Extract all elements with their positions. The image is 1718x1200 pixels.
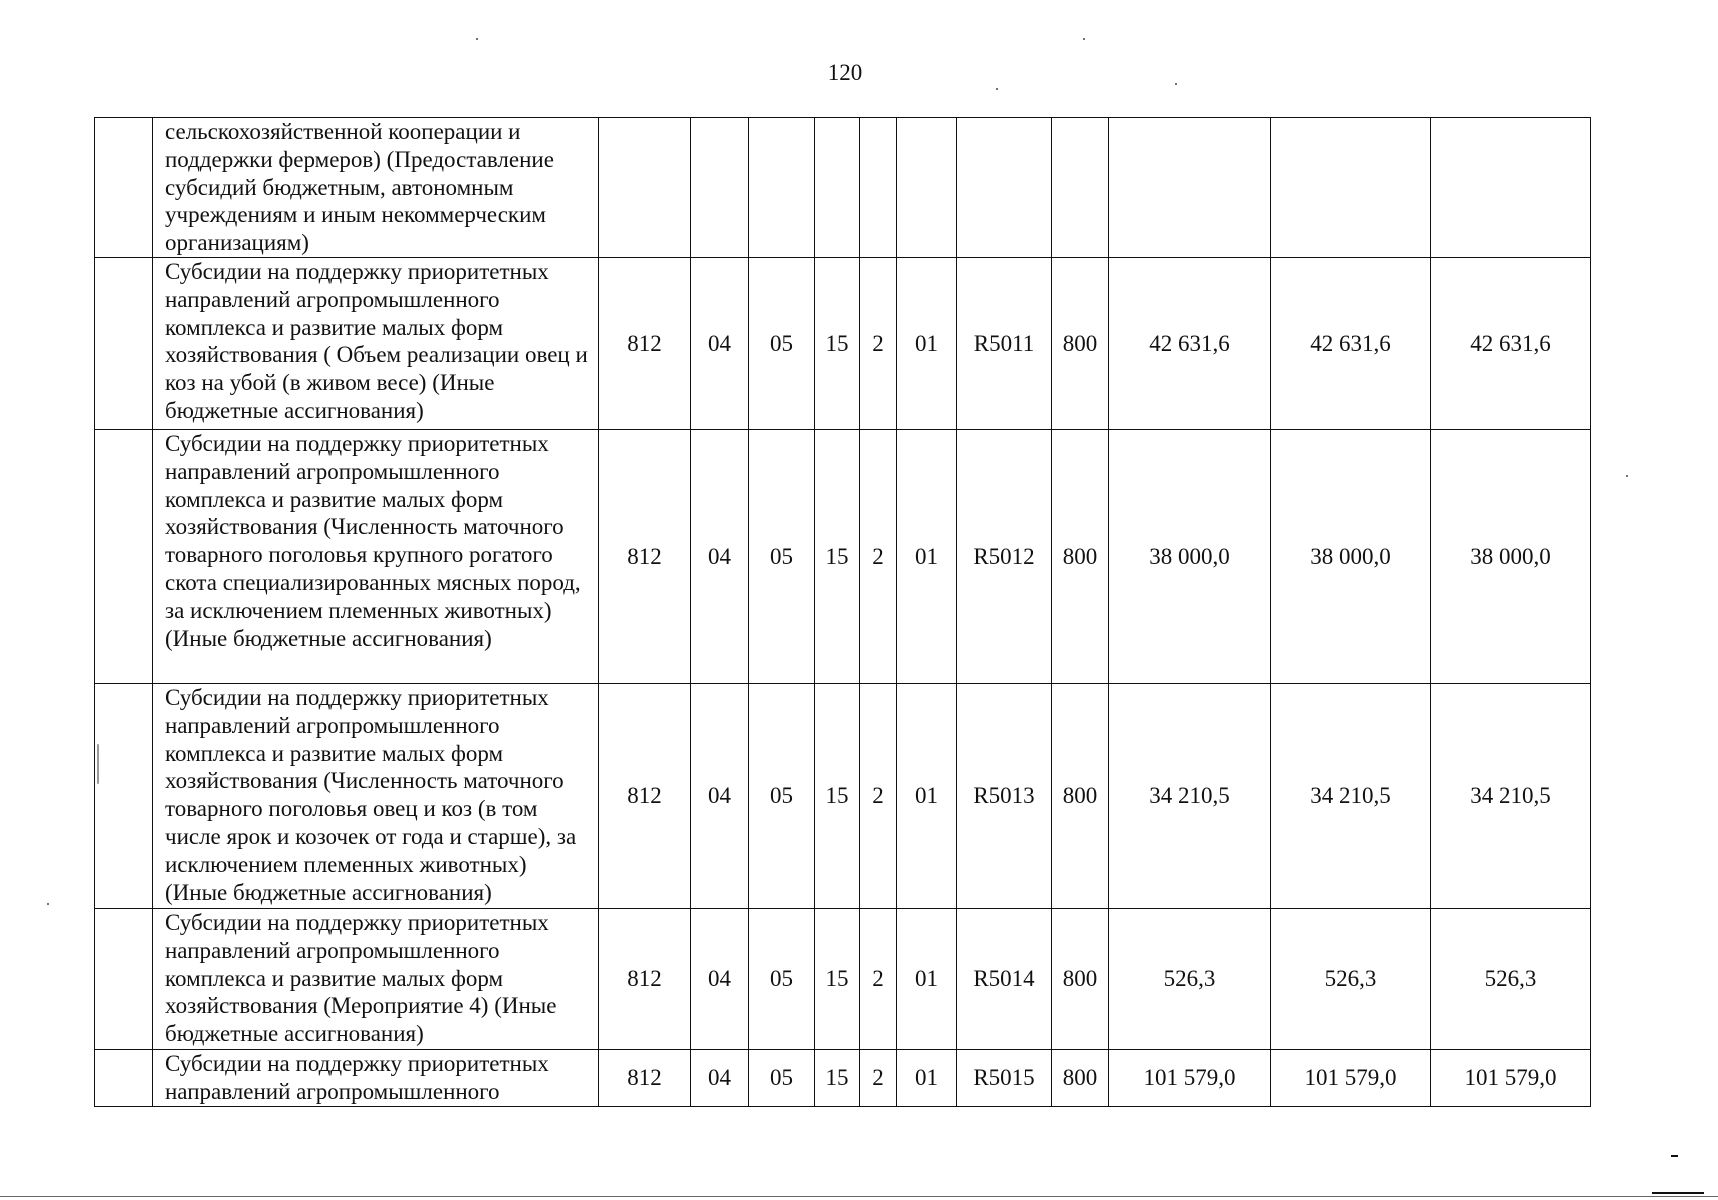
sum-cell: 34 210,5: [1271, 684, 1431, 909]
table-row: [95, 258, 1591, 430]
scan-dust-mark: [47, 903, 49, 905]
sum-cell: 42 631,6: [1431, 258, 1591, 430]
table-row: [95, 684, 1591, 909]
sum-cell: 34 210,5: [1109, 684, 1271, 909]
budget-table: [94, 117, 1591, 1107]
measure-cell: 01: [897, 258, 957, 430]
program-cell: 15: [815, 684, 860, 909]
scan-dust-mark: [476, 38, 478, 40]
type-cell: 800: [1052, 430, 1109, 684]
description-cell: сельскохозяйственной кооперации и поддержки фермеров) (Предоставление субсидий бюджетным, автономным учреждениям и иным некоммерческим организациям): [153, 118, 599, 258]
code-cell: R5012: [957, 430, 1052, 684]
scan-dust-mark: [1175, 83, 1177, 85]
section-cell: 04: [691, 430, 749, 684]
sum-cell: 38 000,0: [1271, 430, 1431, 684]
subprogram-cell: [860, 118, 897, 258]
section-cell: 04: [691, 909, 749, 1050]
description-cell: Субсидии на поддержку приоритетных направлений агропромышленного комплекса и развитие малых форм хозяйствования (Численность маточного товарного поголовья крупного рогатого скота специализированных мясных пород, за исключением племенных животных) (Иные бюджетные ассигнования): [153, 430, 599, 684]
section-cell: 04: [691, 258, 749, 430]
program-cell: 15: [815, 258, 860, 430]
sum-cell: [1271, 118, 1431, 258]
ministry-cell: [599, 118, 691, 258]
table-row: [95, 909, 1591, 1050]
ministry-cell: 812: [599, 258, 691, 430]
row-number-cell: [95, 118, 153, 258]
type-cell: 800: [1052, 909, 1109, 1050]
scan-dust-mark: [1083, 38, 1085, 40]
type-cell: 800: [1052, 258, 1109, 430]
sum-cell: 101 579,0: [1271, 1050, 1431, 1107]
code-cell: [957, 118, 1052, 258]
scan-edge-mark: [1652, 1192, 1704, 1194]
description-cell: Субсидии на поддержку приоритетных направлений агропромышленного комплекса и развитие малых форм хозяйствования (Численность маточного товарного поголовья овец и коз (в том числе ярок и козочек от года и старше), за исключением племенных животных) (Иные бюджетные ассигнования): [153, 684, 599, 909]
sum-cell: [1431, 118, 1591, 258]
code-cell: R5013: [957, 684, 1052, 909]
code-cell: R5014: [957, 909, 1052, 1050]
scan-dust-mark: [996, 88, 998, 90]
row-number-cell: [95, 1050, 153, 1107]
row-number-cell: [95, 430, 153, 684]
scan-dust-mark: [97, 744, 99, 784]
row-number-cell: [95, 258, 153, 430]
row-number-cell: [95, 684, 153, 909]
type-cell: 800: [1052, 684, 1109, 909]
measure-cell: 01: [897, 430, 957, 684]
sum-cell: [1109, 118, 1271, 258]
page-number: 120: [827, 60, 863, 85]
table-row: [95, 1050, 1591, 1107]
description-cell: Субсидии на поддержку приоритетных направлений агропромышленного комплекса и развитие малых форм хозяйствования ( Объем реализации овец и коз на убой (в живом весе) (Иные бюджетные ассигнования): [153, 258, 599, 430]
section-cell: 04: [691, 684, 749, 909]
type-cell: 800: [1052, 1050, 1109, 1107]
sum-cell: 38 000,0: [1431, 430, 1591, 684]
measure-cell: 01: [897, 684, 957, 909]
measure-cell: [897, 118, 957, 258]
ministry-cell: 812: [599, 684, 691, 909]
measure-cell: 01: [897, 1050, 957, 1107]
scan-edge-mark: [0, 1196, 1718, 1197]
ministry-cell: 812: [599, 1050, 691, 1107]
ministry-cell: 812: [599, 430, 691, 684]
subprogram-cell: 2: [860, 909, 897, 1050]
subsection-cell: 05: [749, 909, 815, 1050]
subprogram-cell: 2: [860, 430, 897, 684]
ministry-cell: 812: [599, 909, 691, 1050]
subsection-cell: 05: [749, 1050, 815, 1107]
program-cell: 15: [815, 1050, 860, 1107]
sum-cell: 42 631,6: [1271, 258, 1431, 430]
scan-edge-mark: [1671, 1155, 1678, 1157]
table-row: [95, 118, 1591, 258]
subsection-cell: 05: [749, 430, 815, 684]
code-cell: R5015: [957, 1050, 1052, 1107]
sum-cell: 101 579,0: [1431, 1050, 1591, 1107]
measure-cell: 01: [897, 909, 957, 1050]
subprogram-cell: 2: [860, 684, 897, 909]
description-cell: Субсидии на поддержку приоритетных направлений агропромышленного: [153, 1050, 599, 1107]
sum-cell: 101 579,0: [1109, 1050, 1271, 1107]
program-cell: 15: [815, 909, 860, 1050]
subsection-cell: 05: [749, 258, 815, 430]
sum-cell: 34 210,5: [1431, 684, 1591, 909]
scan-dust-mark: [1626, 475, 1628, 477]
table-row: [95, 430, 1591, 684]
subsection-cell: [749, 118, 815, 258]
sum-cell: 526,3: [1431, 909, 1591, 1050]
subprogram-cell: 2: [860, 1050, 897, 1107]
sum-cell: 526,3: [1109, 909, 1271, 1050]
sum-cell: 38 000,0: [1109, 430, 1271, 684]
subprogram-cell: 2: [860, 258, 897, 430]
program-cell: [815, 118, 860, 258]
subsection-cell: 05: [749, 684, 815, 909]
code-cell: R5011: [957, 258, 1052, 430]
section-cell: [691, 118, 749, 258]
description-cell: Субсидии на поддержку приоритетных направлений агропромышленного комплекса и развитие малых форм хозяйствования (Мероприятие 4) (Иные бюджетные ассигнования): [153, 909, 599, 1050]
program-cell: 15: [815, 430, 860, 684]
sum-cell: 42 631,6: [1109, 258, 1271, 430]
section-cell: 04: [691, 1050, 749, 1107]
row-number-cell: [95, 909, 153, 1050]
sum-cell: 526,3: [1271, 909, 1431, 1050]
type-cell: [1052, 118, 1109, 258]
